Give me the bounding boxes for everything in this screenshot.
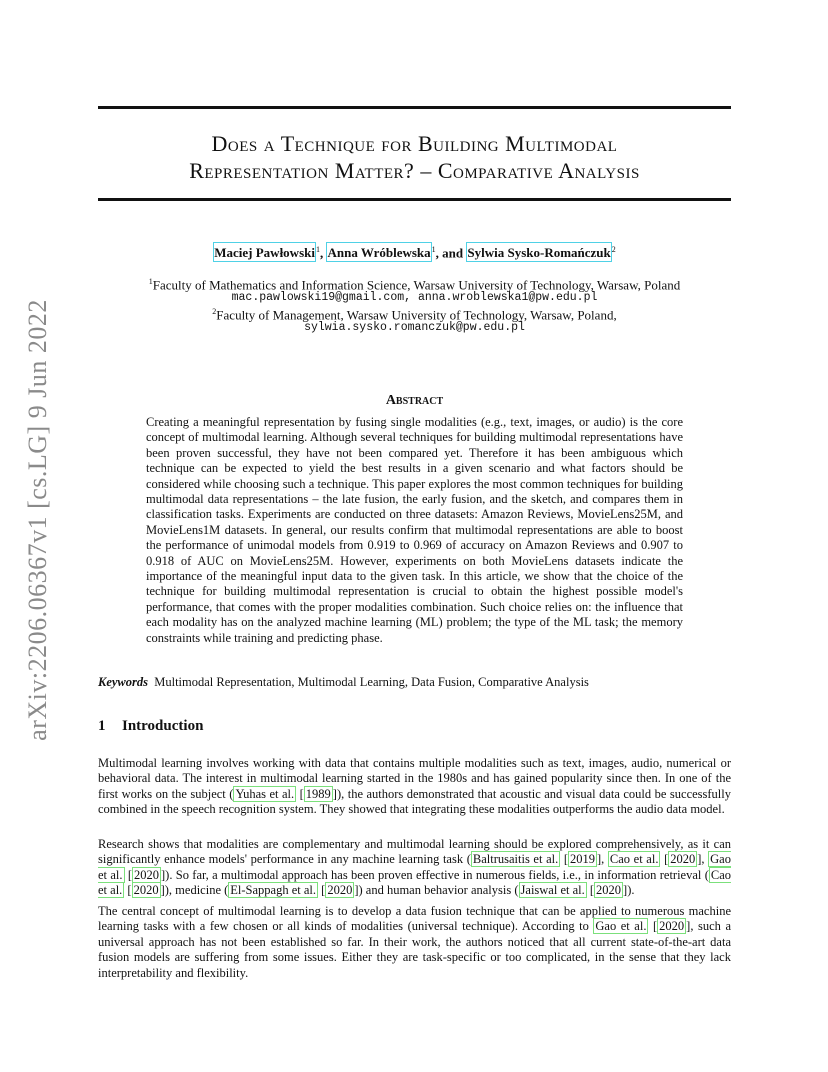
author-separator: , and [435,245,467,261]
citation-link[interactable]: 2020 [133,883,159,898]
paragraph-text: ), medicine ( [164,883,229,898]
author-affil-sup: 1 [315,245,320,254]
intro-paragraph-1: Multimodal learning involves working with data that contains multiple modalities such as text, images, audio, numerical or behavioral data. The interest in multimodal learning started in the 1980s and has gained popularity since then. In one of the first works on the subject ( Yuhas et al. [ 1989 ]), the authors demonstrated that acoustic and visual data could be successfully combined in the speech recognition system. They showed that integrating these modalities outperforms the audio data model. [98,756,732,817]
title-line-2: Representation Matter? – Comparative Analysis [189,158,640,183]
author-list [98,245,731,261]
author-link-2[interactable] [326,245,431,261]
author-separator: , [319,245,327,261]
paragraph-text: ). [627,883,635,898]
affil-text: Faculty of Management, Warsaw University of Technology, Warsaw, Poland, [216,307,617,323]
paragraph-text: Research shows that modalities are complementary and multimodal learning should be explored comprehensively, as it can significantly enhance models' performance in any machine learning task ( [98,837,731,867]
citation-link[interactable]: 2020 [133,867,159,882]
author-name: Anna Wróblewska [326,242,431,262]
section-number: 1 [98,718,106,734]
paragraph-text: ), the authors demonstrated that acoustic and visual data could be successfully combined in the speech recognition system. They showed that integrating these modalities outperforms the audio data model. [98,786,732,817]
emails-2: sylwia.sysko.romanczuk@pw.edu.pl [304,321,525,334]
paper-title [98,130,731,184]
paragraph-text: , such a universal approach has not been established so far. In their work, the authors noticed that all current state-of-the-art data fusion models are suffering from some issues. Either they are task-specific or too complicated, in the sense that they lack interpretability and flexibility. [98,919,731,980]
author-name: Maciej Pawłowski [213,242,316,262]
citation-link[interactable]: 2020 [327,883,353,898]
affil-sup: 1 [148,277,153,286]
citation-link[interactable]: Cao et al. [609,852,659,867]
citation-link[interactable]: Yuhas et al. [235,786,295,801]
paragraph-text: Multimodal learning involves working with data that contains multiple modalities such as text, images, audio, numerical or behavioral data. The interest in multimodal learning started in the 1980s and has gained popularity since then. In one of the first works on the subject ( [98,756,731,801]
citation-link[interactable]: 2019 [570,852,595,867]
top-rule [98,106,731,109]
citation-link[interactable]: 2020 [659,919,685,934]
citation-link[interactable]: Baltrusaitis et al. [472,852,559,867]
citation-link[interactable]: Gao et al. [98,852,731,882]
citation-link[interactable]: Cao et al. [98,867,731,898]
keywords-line [98,675,731,690]
affil-sup: 2 [212,307,217,316]
author-affil-sup: 2 [611,245,616,254]
keywords-label: Keywords [98,675,148,689]
affil-text: Faculty of Mathematics and Information Science, Warsaw University of Technology, Warsaw, Poland [152,277,681,293]
paragraph-text: ) and human behavior analysis ( [358,883,519,898]
section-title: Introduction [122,718,204,734]
bottom-rule [98,198,731,201]
intro-paragraph-2: Research shows that modalities are complementary and multimodal learning should be explored comprehensively, as it can significantly enhance models' performance in any machine learning task ( Baltrusaitis et al. [ 2019 ], Cao et al. [ 2020 ], Gao et al. [ 2020 ]). So far, a multimodal approach has been proven effective in numerous fields, i.e., in information retrieval ( Cao et al. [ 2020 ]), medicine ( El-Sappagh et al. [ 2020 ]) and human behavior analysis ( Jaiswal et al. [ 2020 ]). [98,837,731,898]
abstract-heading: Abstract [385,393,444,408]
abstract-body: Creating a meaningful representation by fusing single modalities (e.g., text, images, or audio) is the core concept of multimodal learning. Although several techniques for building multimodal representations have been proven successful, they have not been compared yet. Therefore it has been ambiguous which technique can be expected to yield the best results in a given scenario and what factors should be considered while choosing such a technique. This paper explores the most common techniques for building multimodal data representations – the late fusion, the early fusion, and the sketch, and compares them in classification tasks. Experiments are conducted on three datasets: Amazon Reviews, MovieLens25M, and MovieLens1M datasets. In general, our results confirm that multimodal representations are able to boost the performance of unimodal models from 0.919 to 0.969 of accuracy on Amazon Reviews and 0.907 to 0.918 of AUC on MovieLens25M. However, experiments on both MovieLens datasets indicate the importance of the meaningful input data to the given task. In this article, we show that the choice of the technique for building multimodal representation is crucial to obtain the highest possible model's performance, that comes with the proper modalities combination. Such choice relies on: the influence that each modality has on the analyzed machine learning (ML) problem; the type of the ML task; the memory constraints while training and predicting phase. [146,415,683,645]
intro-paragraph-3: The central concept of multimodal learning is to develop a data fusion technique that can be applied to numerous machine learning tasks with a few chosen or all kinds of modalities (universal technique). According to Gao et al. [ 2020 ], such a universal approach has not been established so far. In their work, the authors noticed that all current state-of-the-art data fusion models are suffering from some issues. Either they are task-specific or too complicated, in the sense that they lack interpretability and flexibility. [98,904,731,980]
citation-link[interactable]: Gao et al. [595,919,647,934]
author-affil-sup: 1 [431,245,436,254]
citation-link[interactable]: Jaiswal et al. [520,883,585,898]
citation-link[interactable]: 2020 [670,852,696,867]
author-link-1[interactable] [213,245,316,261]
paragraph-text: The central concept of multimodal learning is to develop a data fusion technique that can be applied to numerous machine learning tasks with a few chosen or all kinds of modalities (universal technique). According to [98,904,731,934]
citation-link[interactable]: 1989 [305,786,331,801]
section-heading [98,718,203,735]
arxiv-identifier: arXiv:2206.06367v1 [cs.LG] 9 Jun 2022 [23,299,52,741]
paragraph-text: ). So far, a multimodal approach has been proven effective in numerous fields, i.e., in information retrieval ( [165,867,709,882]
author-link-3[interactable] [466,245,611,261]
emails-1: mac.pawlowski19@gmail.com, anna.wroblewska1@pw.edu.pl [231,291,598,304]
author-name: Sylwia Sysko-Romańczuk [466,242,611,262]
citation-link[interactable]: 2020 [596,883,622,898]
keywords-text: Multimodal Representation, Multimodal Learning, Data Fusion, Comparative Analysis [154,675,589,689]
citation-link[interactable]: El-Sappagh et al. [230,883,317,898]
title-line-1: Does a Technique for Building Multimodal [211,131,618,156]
